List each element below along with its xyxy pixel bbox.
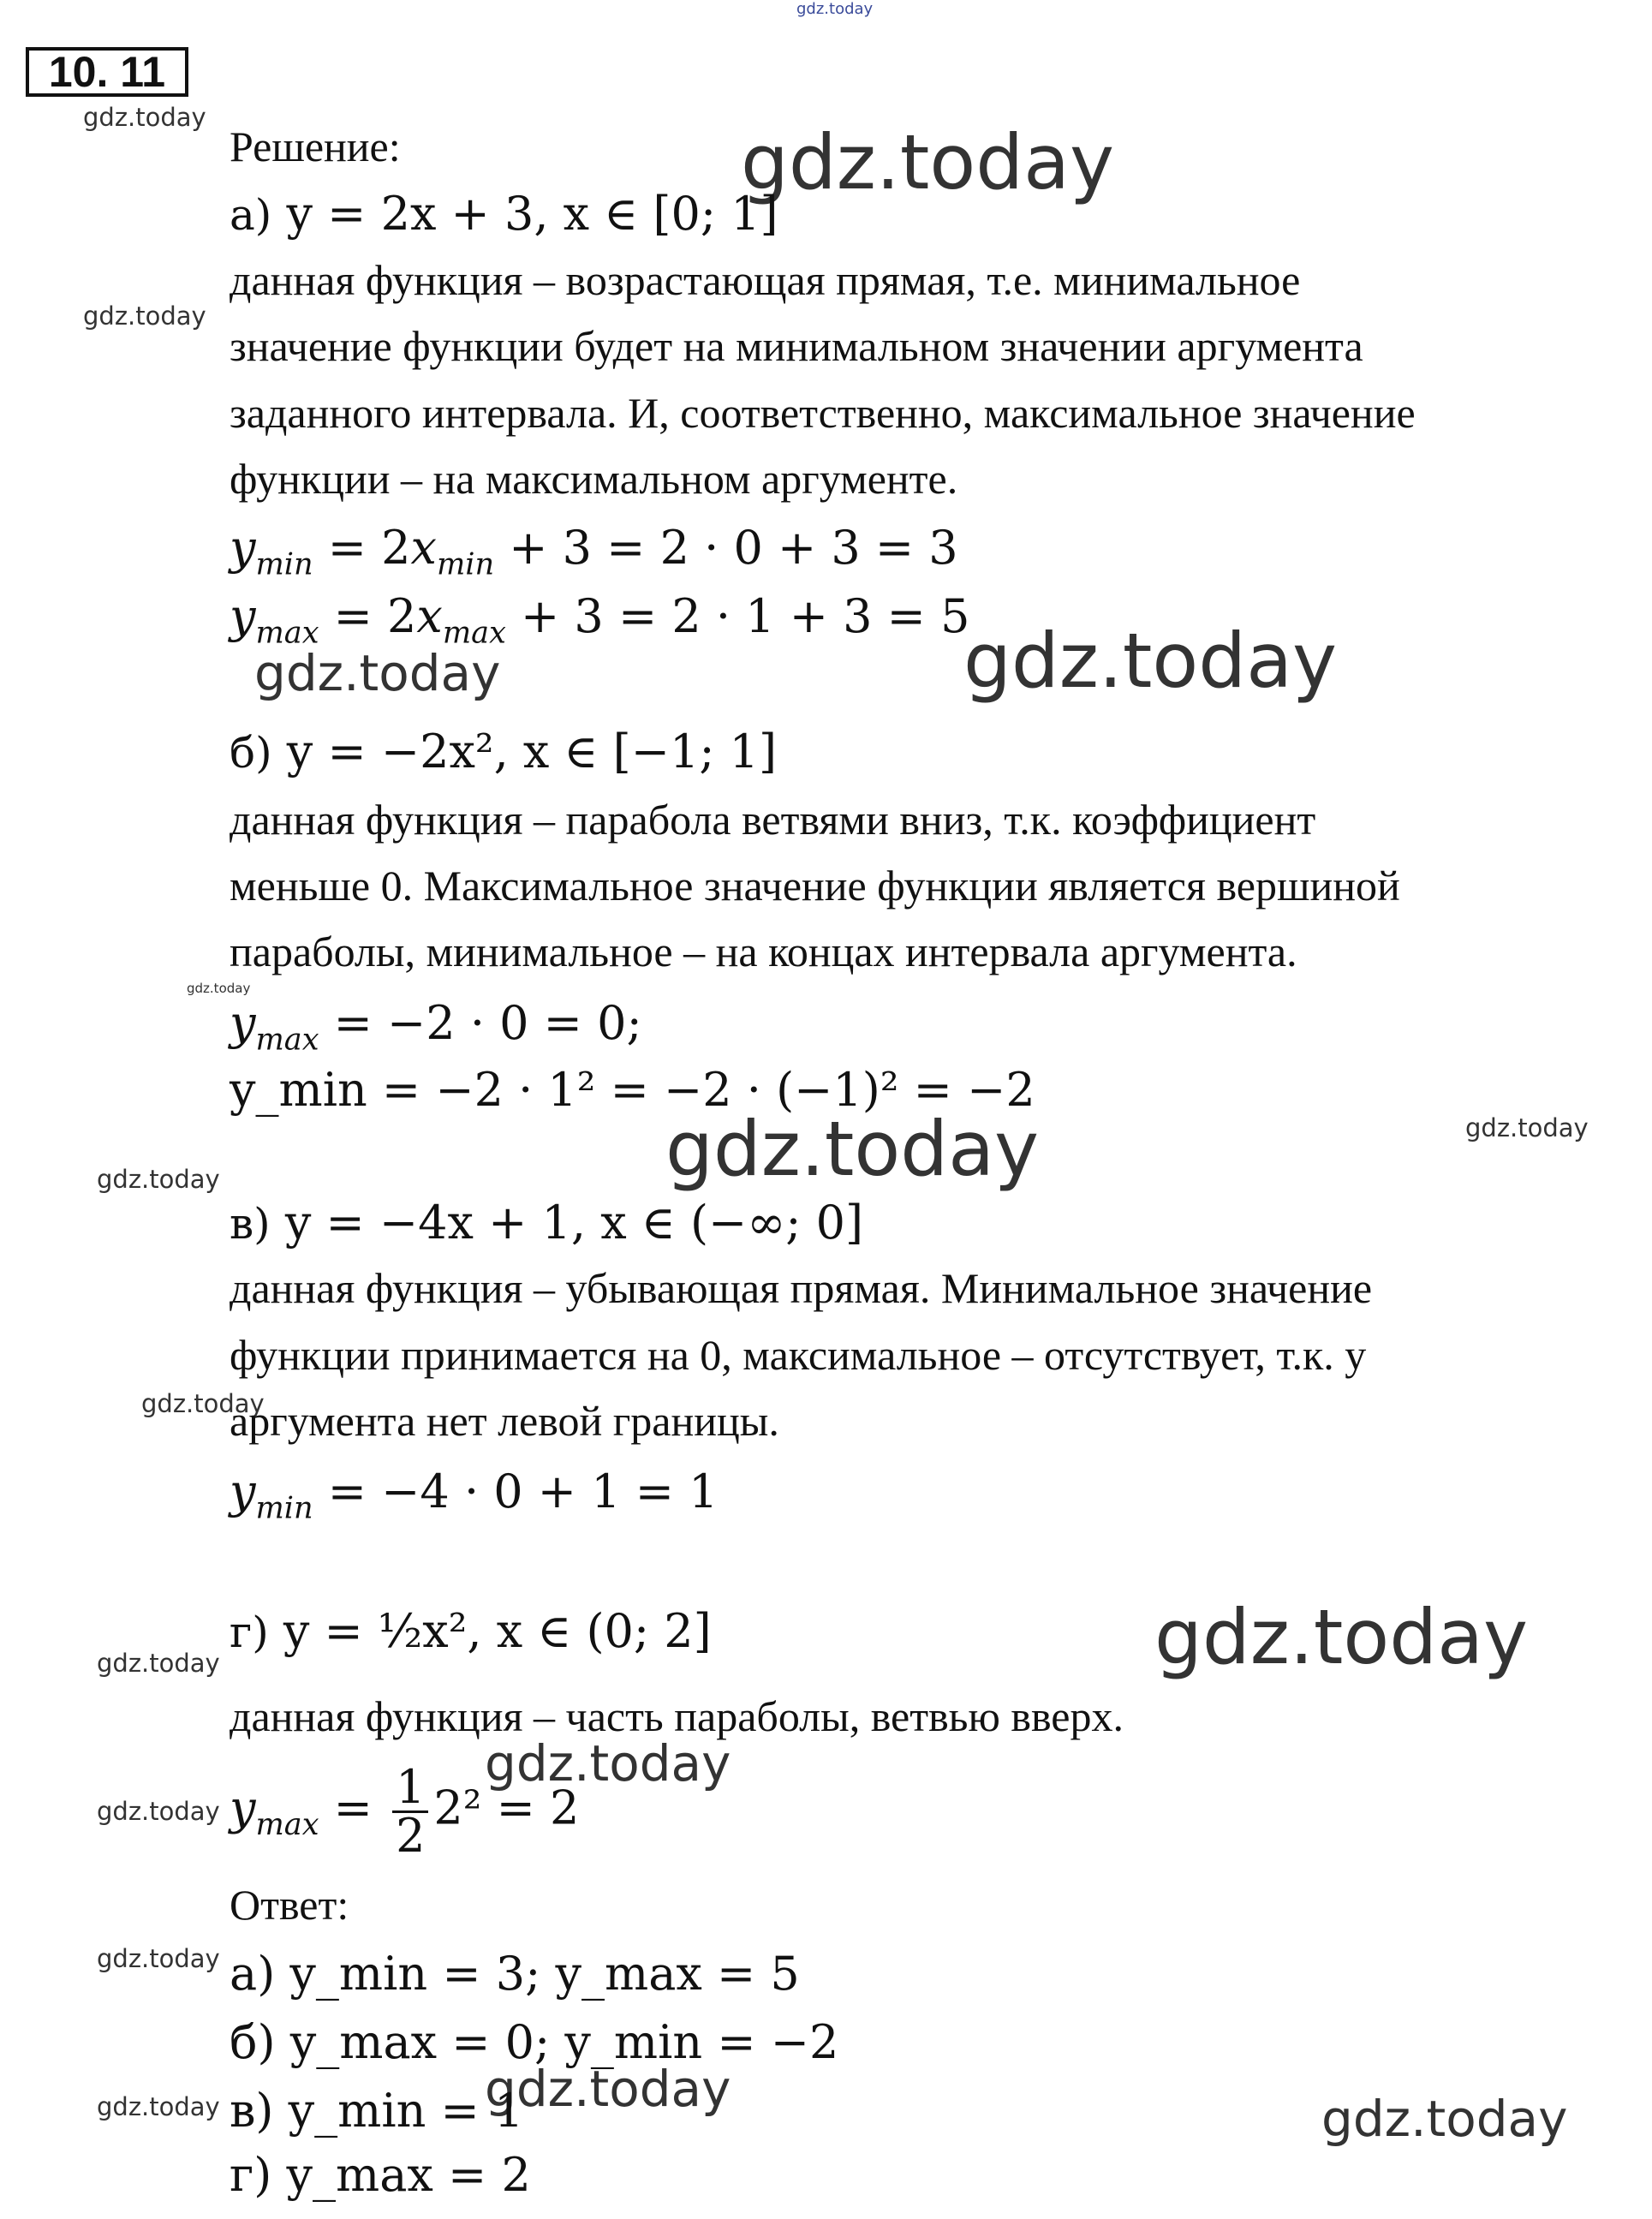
solution-heading: Решение: xyxy=(230,122,401,170)
watermark: gdz.today xyxy=(485,2060,731,2118)
part-b-text-line: меньше 0. Максимальное значение функции является вершиной xyxy=(230,862,1400,910)
part-g-text-line: данная функция – часть параболы, ветвью вверх. xyxy=(230,1692,1124,1740)
part-g-max-result: 2² = 2 xyxy=(433,1781,580,1835)
part-v-text-line: функции принимается на 0, максимальное – отсутствует, т.к. у xyxy=(230,1331,1367,1379)
part-b-max-formula: $y_{max} = -2 \cdot 0 = 0$; xyxy=(230,996,642,1058)
part-a-text-line: данная функция – возрастающая прямая, т.е. минимальное xyxy=(230,256,1301,304)
part-b-label: б) xyxy=(230,728,272,778)
answer-line: б) y_max = 0; y_min = −2 xyxy=(230,2015,839,2069)
part-b-text-line: данная функция – парабола ветвями вниз, т.к. коэффициент xyxy=(230,796,1316,844)
part-a-min-formula: $y_{min} = 2x_{min} + 3 = 2 \cdot 0 + 3 = 3$ xyxy=(230,521,958,582)
part-b-header xyxy=(230,726,777,778)
part-b-text-line: параболы, минимальное – на концах интервала аргумента. xyxy=(230,928,1297,975)
watermark: gdz.today xyxy=(1465,1113,1589,1142)
part-a-text-line: заданного интервала. И, соответственно, максимальное значение xyxy=(230,389,1416,437)
answer-line: г) y_max = 2 xyxy=(230,2148,531,2202)
part-v-function: y = −4x + 1, x ∈ (−∞; 0] xyxy=(284,1196,864,1250)
part-v-text-line: данная функция – убывающая прямая. Минимальное значение xyxy=(230,1264,1373,1312)
watermark: gdz.today xyxy=(97,1944,220,1973)
part-a-max-result: = 2 · 1 + 3 = 5 xyxy=(603,589,970,643)
watermark: gdz.today xyxy=(97,1165,220,1194)
answer-line: а) y_min = 3; y_max = 5 xyxy=(230,1947,800,2001)
part-a-text-line: функции – на максимальном аргументе. xyxy=(230,455,958,503)
watermark: gdz.today xyxy=(796,0,874,18)
part-a-label: а) xyxy=(230,190,272,240)
watermark: gdz.today xyxy=(97,1649,220,1678)
part-g-function: y = ½x², x ∈ (0; 2] xyxy=(283,1604,712,1658)
part-v-header xyxy=(230,1197,863,1249)
watermark: gdz.today xyxy=(1321,2090,1568,2148)
watermark: gdz.today xyxy=(97,1797,220,1826)
part-b-min-formula: y_min = −2 · 1² = −2 · (−1)² = −2 xyxy=(230,1063,1035,1117)
watermark: gdz.today xyxy=(141,1389,265,1418)
part-a-min-result: = 2 · 0 + 3 = 3 xyxy=(592,521,958,575)
watermark: gdz.today xyxy=(83,301,206,331)
watermark: gdz.today xyxy=(187,981,251,996)
part-a-text-line: значение функции будет на минимальном значении аргумента xyxy=(230,322,1363,370)
part-a-function: y = 2x + 3, x ∈ [0; 1] xyxy=(286,187,778,241)
part-v-text-line: аргумента нет левой границы. xyxy=(230,1397,779,1445)
part-g-max-formula: $y_{max}$ = $\frac{1}{2}$ 2² = 2 xyxy=(230,1760,580,1863)
watermark: gdz.today xyxy=(1154,1593,1529,1681)
part-v-min-result: = −4 · 0 + 1 = 1 xyxy=(313,1464,719,1518)
part-g-label: г) xyxy=(230,1608,269,1657)
watermark: gdz.today xyxy=(665,1105,1040,1193)
part-b-function: y = −2x², x ∈ [−1; 1] xyxy=(286,725,778,778)
part-a-header xyxy=(230,188,778,240)
part-v-label: в) xyxy=(230,1199,271,1249)
watermark: gdz.today xyxy=(97,2092,220,2121)
part-a-max-formula: $y_{max} = 2x_{max} + 3 = 2 \cdot 1 + 3 = 5$ xyxy=(230,589,970,651)
watermark: gdz.today xyxy=(485,1734,731,1792)
answer-line: в) y_min = 1 xyxy=(230,2084,524,2138)
watermark: gdz.today xyxy=(741,118,1115,206)
part-b-max-result: = −2 · 0 = 0; xyxy=(319,996,642,1050)
problem-number: 10. 11 xyxy=(26,47,188,97)
watermark: gdz.today xyxy=(83,103,206,132)
part-v-min-formula: $y_{min} = -4 \cdot 0 + 1 = 1$ xyxy=(230,1464,719,1526)
part-g-header xyxy=(230,1606,712,1657)
watermark: gdz.today xyxy=(963,617,1338,705)
fraction-half: $\frac{1}{2}$ xyxy=(392,1764,428,1859)
watermark: gdz.today xyxy=(254,644,501,702)
answer-heading: Ответ: xyxy=(230,1881,349,1929)
